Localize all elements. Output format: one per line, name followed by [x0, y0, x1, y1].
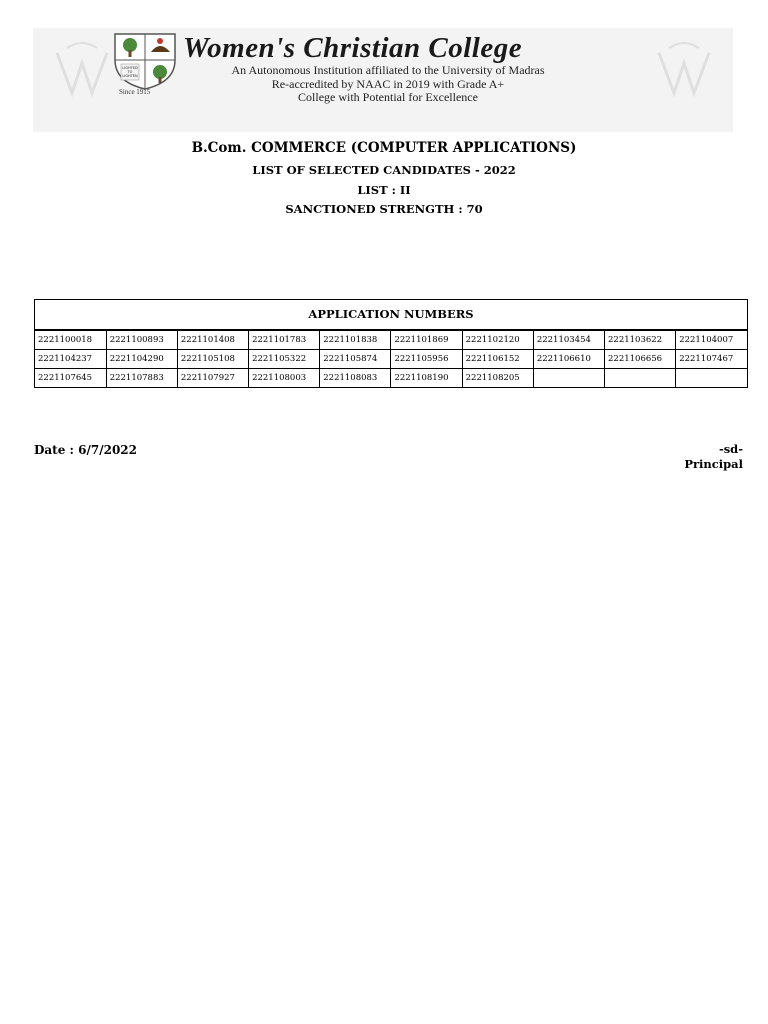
application-number-cell: 2221100893	[106, 331, 177, 350]
application-number-cell: 2221107927	[177, 369, 248, 388]
sanctioned-strength: SANCTIONED STRENGTH : 70	[285, 202, 483, 216]
application-number-cell	[533, 369, 604, 388]
table-caption: APPLICATION NUMBERS	[35, 300, 747, 330]
watermark-monogram-icon	[47, 38, 117, 108]
application-number-cell: 2221100018	[35, 331, 106, 350]
application-number-cell: 2221108083	[320, 369, 391, 388]
application-number-cell: 2221107883	[106, 369, 177, 388]
college-name: Women's Christian College	[183, 32, 523, 64]
application-number-cell: 2221103454	[533, 331, 604, 350]
application-number-cell: 2221105956	[391, 350, 462, 369]
since-year-text: Since 1915	[119, 88, 151, 96]
application-number-cell: 2221101408	[177, 331, 248, 350]
application-number-cell: 2221107467	[676, 350, 747, 369]
signature-block	[684, 442, 743, 472]
application-number-cell: 2221108003	[249, 369, 320, 388]
college-tagline: An Autonomous Institution affiliated to the University of Madras	[231, 63, 545, 77]
list-title: LIST OF SELECTED CANDIDATES - 2022	[252, 163, 516, 177]
signatory-title: Principal	[684, 457, 743, 471]
application-number-cell: 2221105874	[320, 350, 391, 369]
application-number-cell: 2221107645	[35, 369, 106, 388]
signature-sd: -sd-	[718, 442, 743, 456]
application-numbers-grid	[35, 330, 747, 387]
application-number-cell: 2221101869	[391, 331, 462, 350]
application-number-cell: 2221104290	[106, 350, 177, 369]
list-number: LIST : II	[357, 183, 411, 197]
application-number-cell: 2221104237	[35, 350, 106, 369]
application-number-cell: 2221106610	[533, 350, 604, 369]
application-number-cell: 2221108190	[391, 369, 462, 388]
application-number-cell: 2221106656	[605, 350, 676, 369]
table-row	[35, 331, 747, 350]
college-excellence: College with Potential for Excellence	[298, 90, 478, 104]
college-accreditation: Re-accredited by NAAC in 2019 with Grade A+	[271, 77, 505, 91]
application-number-cell: 2221105322	[249, 350, 320, 369]
application-number-cell: 2221108205	[462, 369, 533, 388]
application-number-cell	[605, 369, 676, 388]
application-number-cell: 2221102120	[462, 331, 533, 350]
application-number-cell: 2221101838	[320, 331, 391, 350]
application-number-cell: 2221106152	[462, 350, 533, 369]
table-row	[35, 369, 747, 388]
application-number-cell: 2221104007	[676, 331, 747, 350]
document-date: Date : 6/7/2022	[34, 443, 138, 457]
application-number-cell	[676, 369, 747, 388]
svg-text:LIGHTEN: LIGHTEN	[122, 74, 138, 78]
watermark-monogram-icon	[649, 38, 719, 108]
course-title: B.Com. COMMERCE (COMPUTER APPLICATIONS)	[191, 140, 577, 156]
college-banner	[33, 28, 733, 132]
application-number-cell: 2221103622	[605, 331, 676, 350]
application-number-cell: 2221101783	[249, 331, 320, 350]
table-row	[35, 350, 747, 369]
college-crest-logo	[113, 32, 177, 90]
application-numbers-table	[34, 299, 748, 388]
application-number-cell: 2221105108	[177, 350, 248, 369]
svg-text:LIGHTED: LIGHTED	[122, 66, 138, 70]
svg-text:TO: TO	[127, 70, 133, 74]
